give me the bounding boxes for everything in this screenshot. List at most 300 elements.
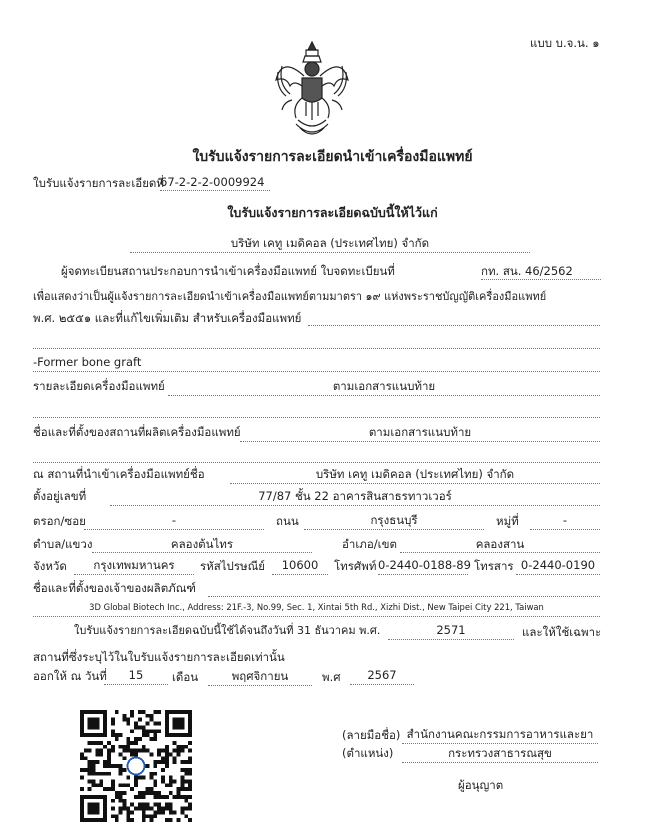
qr-module: [161, 760, 165, 764]
qr-module: [180, 807, 184, 811]
scope-line: สถานที่ซึ่งระบุไว้ในใบรับแจ้งรายการละเอียดเท่านั้น: [33, 650, 285, 664]
qr-module: [88, 780, 92, 784]
qr-module: [95, 733, 99, 737]
qr-module: [184, 780, 188, 784]
qr-module: [157, 791, 161, 795]
qr-module: [115, 710, 119, 714]
product-owner-label: ชื่อและที่ตั้งของเจ้าของผลิตภัณฑ์: [33, 581, 196, 595]
qr-module: [188, 772, 192, 776]
qr-module: [103, 810, 107, 814]
qr-module: [130, 741, 134, 745]
qr-module: [184, 710, 188, 714]
qr-module: [184, 795, 188, 799]
qr-module: [92, 780, 96, 784]
postcode-label: รหัสไปรษณีย์: [200, 559, 266, 573]
qr-module: [80, 807, 84, 811]
qr-module: [88, 818, 92, 822]
qr-module: [188, 710, 192, 714]
qr-module: [88, 764, 92, 768]
qr-module: [122, 803, 126, 807]
qr-module: [111, 783, 115, 787]
qr-module: [177, 795, 181, 799]
qr-module: [95, 803, 99, 807]
qr-module: [165, 745, 169, 749]
phone-value: 0-2440-0188-89: [378, 558, 471, 572]
district-label: อำเภอ/เขต: [342, 537, 397, 551]
qr-module: [119, 795, 123, 799]
qr-module: [84, 710, 88, 714]
qr-module: [150, 729, 154, 733]
qr-center-logo-icon: [128, 758, 145, 775]
qr-module: [88, 722, 92, 726]
qr-module: [142, 818, 146, 822]
qr-module: [92, 710, 96, 714]
qr-module: [130, 710, 134, 714]
qr-module: [184, 807, 188, 811]
district-value: คลองสาน: [475, 537, 525, 551]
qr-module: [88, 749, 92, 753]
qr-module: [146, 787, 150, 791]
road-value: กรุงธนบุรี: [370, 513, 418, 527]
province-value: กรุงเทพมหานคร: [93, 558, 175, 572]
statement-line-2: พ.ศ. ๒๕๕๑ และที่แก้ไขเพิ่มเติม สำหรับเครื่องมือแพทย์: [33, 311, 302, 325]
qr-module: [88, 733, 92, 737]
qr-module: [153, 710, 157, 714]
qr-module: [142, 749, 146, 753]
qr-module: [157, 795, 161, 799]
qr-module: [188, 780, 192, 784]
qr-module: [188, 783, 192, 787]
qr-module: [153, 791, 157, 795]
year-label: พ.ศ: [322, 670, 341, 684]
qr-module: [126, 783, 130, 787]
qr-module: [103, 799, 107, 803]
manufacturer-site-value: ตามเอกสารแนบท้าย: [368, 425, 472, 439]
issued-on-label: ออกให้ ณ วันที่: [33, 669, 107, 683]
qr-module: [88, 810, 92, 814]
qr-module: [165, 725, 169, 729]
qr-module: [126, 745, 130, 749]
qr-module: [142, 803, 146, 807]
qr-module: [153, 764, 157, 768]
qr-module: [88, 795, 92, 799]
qr-module: [92, 718, 96, 722]
qr-module: [161, 768, 165, 772]
qr-module: [134, 783, 138, 787]
qr-module: [107, 741, 111, 745]
qr-module: [169, 818, 173, 822]
qr-module: [126, 776, 130, 780]
qr-module: [165, 722, 169, 726]
qr-module: [165, 807, 169, 811]
qr-module: [153, 772, 157, 776]
manufacturer-site-label: ชื่อและที่ตั้งของสถานที่ผลิตเครื่องมือแพทย์: [33, 425, 241, 439]
qr-module: [92, 768, 96, 772]
qr-module: [103, 764, 107, 768]
qr-module: [177, 733, 181, 737]
qr-module: [84, 768, 88, 772]
qr-module: [161, 756, 165, 760]
qr-module: [130, 787, 134, 791]
signature-label: (ลายมือชื่อ): [342, 728, 401, 742]
qr-module: [88, 768, 92, 772]
qr-module: [177, 718, 181, 722]
qr-module: [88, 741, 92, 745]
qr-module: [138, 718, 142, 722]
qr-module: [180, 745, 184, 749]
import-site-value: บริษัท เคทู เมดิคอล (ประเทศไทย) จำกัด: [315, 467, 515, 481]
qr-module: [111, 787, 115, 791]
qr-module: [130, 810, 134, 814]
qr-module: [119, 764, 123, 768]
statement-line-1: เพื่อแสดงว่าเป็นผู้แจ้งรายการละเอียดนำเข้าเครื่องมือแพทย์ตามมาตรา ๑๙ แห่งพระราชบัญญัติเครื่องมือแพทย์: [33, 290, 547, 303]
phone-label: โทรศัพท์: [334, 559, 377, 573]
qr-module: [157, 810, 161, 814]
qr-module: [92, 760, 96, 764]
qr-module: [150, 752, 154, 756]
qr-module: [122, 749, 126, 753]
qr-module: [92, 733, 96, 737]
qr-module: [111, 807, 115, 811]
qr-module: [80, 729, 84, 733]
qr-module: [188, 818, 192, 822]
qr-module: [169, 783, 173, 787]
qr-module: [165, 733, 169, 737]
qr-module: [103, 710, 107, 714]
issued-day: 15: [128, 668, 144, 682]
qr-module: [103, 718, 107, 722]
position-label: (ตำแหน่ง): [342, 746, 394, 760]
qr-code-icon: [80, 710, 192, 822]
qr-module: [80, 787, 84, 791]
qr-module: [99, 780, 103, 784]
qr-module: [122, 799, 126, 803]
signature-value: สำนักงานคณะกรรมการอาหารและยา: [406, 727, 594, 741]
qr-module: [173, 741, 177, 745]
qr-module: [153, 729, 157, 733]
qr-module: [126, 722, 130, 726]
qr-module: [142, 810, 146, 814]
qr-module: [103, 795, 107, 799]
qr-module: [188, 760, 192, 764]
qr-module: [134, 752, 138, 756]
qr-module: [122, 718, 126, 722]
qr-module: [119, 745, 123, 749]
qr-module: [119, 810, 123, 814]
qr-module: [165, 718, 169, 722]
qr-module: [119, 791, 123, 795]
postcode-value: 10600: [281, 558, 319, 572]
qr-module: [146, 791, 150, 795]
qr-module: [99, 733, 103, 737]
qr-module: [138, 710, 142, 714]
qr-module: [126, 818, 130, 822]
qr-module: [99, 749, 103, 753]
address-no-label: ตั้งอยู่เลขที่: [33, 489, 87, 503]
qr-module: [138, 807, 142, 811]
qr-module: [122, 714, 126, 718]
qr-module: [88, 772, 92, 776]
qr-module: [103, 722, 107, 726]
qr-module: [184, 760, 188, 764]
qr-module: [142, 729, 146, 733]
address-no-value: 77/87 ชั้น 22 อาคารสินสาธรทาวเวอร์: [258, 489, 452, 503]
qr-module: [161, 795, 165, 799]
qr-module: [180, 722, 184, 726]
qr-module: [161, 810, 165, 814]
qr-module: [111, 745, 115, 749]
qr-module: [92, 803, 96, 807]
qr-module: [103, 807, 107, 811]
qr-module: [150, 787, 154, 791]
qr-module: [84, 749, 88, 753]
qr-module: [165, 756, 169, 760]
issued-heading: ใบรับแจ้งรายการละเอียดฉบับนี้ให้ไว้แก่: [227, 205, 438, 220]
position-value: กระทรวงสาธารณสุข: [448, 746, 552, 760]
qr-module: [103, 725, 107, 729]
qr-module: [146, 733, 150, 737]
qr-module: [122, 745, 126, 749]
province-label: จังหวัด: [33, 559, 67, 573]
qr-module: [95, 710, 99, 714]
qr-module: [107, 752, 111, 756]
qr-module: [103, 714, 107, 718]
qr-module: [157, 807, 161, 811]
qr-module: [142, 733, 146, 737]
import-site-label: ณ สถานที่นำเข้าเครื่องมือแพทย์ชื่อ: [33, 467, 205, 481]
qr-module: [80, 722, 84, 726]
qr-module: [165, 749, 169, 753]
qr-module: [130, 714, 134, 718]
qr-module: [188, 795, 192, 799]
qr-module: [88, 710, 92, 714]
qr-module: [134, 722, 138, 726]
qr-module: [169, 710, 173, 714]
qr-module: [134, 807, 138, 811]
qr-module: [134, 776, 138, 780]
qr-module: [180, 768, 184, 772]
qr-module: [107, 787, 111, 791]
qr-module: [184, 733, 188, 737]
qr-module: [157, 710, 161, 714]
qr-module: [153, 780, 157, 784]
qr-module: [138, 791, 142, 795]
qr-module: [115, 795, 119, 799]
soi-value: -: [171, 513, 177, 527]
qr-module: [88, 725, 92, 729]
qr-module: [173, 722, 177, 726]
notification-no: 67-2-2-2-0009924: [160, 175, 265, 189]
qr-module: [146, 803, 150, 807]
qr-module: [177, 818, 181, 822]
qr-module: [142, 807, 146, 811]
qr-module: [188, 741, 192, 745]
license-no: กท. สน. 46/2562: [481, 264, 573, 278]
qr-module: [103, 760, 107, 764]
qr-module: [180, 725, 184, 729]
qr-module: [95, 725, 99, 729]
qr-module: [165, 764, 169, 768]
qr-module: [115, 818, 119, 822]
qr-module: [88, 718, 92, 722]
qr-module: [173, 810, 177, 814]
qr-module: [177, 752, 181, 756]
qr-module: [111, 780, 115, 784]
qr-module: [126, 807, 130, 811]
qr-module: [80, 725, 84, 729]
license-line: ผู้จดทะเบียนสถานประกอบการนำเข้าเครื่องมือแพทย์ ใบจดทะเบียนที่: [61, 264, 395, 278]
qr-module: [165, 729, 169, 733]
qr-module: [188, 803, 192, 807]
qr-module: [92, 795, 96, 799]
qr-module: [142, 745, 146, 749]
qr-module: [165, 710, 169, 714]
qr-module: [142, 725, 146, 729]
qr-module: [188, 756, 192, 760]
qr-module: [80, 814, 84, 818]
company-name: บริษัท เคทู เมดิคอล (ประเทศไทย) จำกัด: [230, 236, 430, 250]
qr-module: [157, 752, 161, 756]
qr-module: [169, 752, 173, 756]
qr-module: [88, 803, 92, 807]
qr-module: [146, 764, 150, 768]
qr-module: [80, 768, 84, 772]
qr-module: [169, 780, 173, 784]
qr-module: [95, 722, 99, 726]
qr-module: [126, 718, 130, 722]
qr-module: [119, 772, 123, 776]
qr-module: [173, 749, 177, 753]
qr-module: [111, 749, 115, 753]
qr-module: [165, 783, 169, 787]
qr-module: [138, 803, 142, 807]
qr-module: [103, 733, 107, 737]
qr-module: [188, 714, 192, 718]
qr-module: [95, 752, 99, 756]
qr-module: [126, 810, 130, 814]
qr-module: [99, 783, 103, 787]
qr-module: [134, 780, 138, 784]
qr-module: [119, 783, 123, 787]
qr-module: [173, 718, 177, 722]
qr-module: [177, 749, 181, 753]
qr-module: [153, 803, 157, 807]
qr-module: [95, 818, 99, 822]
qr-module: [103, 729, 107, 733]
qr-module: [180, 749, 184, 753]
qr-module: [80, 803, 84, 807]
qr-module: [88, 787, 92, 791]
qr-module: [92, 764, 96, 768]
qr-module: [188, 718, 192, 722]
form-code: แบบ บ.จ.น. ๑: [530, 36, 600, 50]
qr-module: [161, 776, 165, 780]
qr-module: [95, 718, 99, 722]
qr-module: [146, 722, 150, 726]
qr-module: [92, 818, 96, 822]
qr-module: [138, 776, 142, 780]
qr-module: [150, 814, 154, 818]
qr-module: [188, 722, 192, 726]
qr-module: [184, 787, 188, 791]
road-label: ถนน: [276, 514, 299, 528]
qr-module: [142, 710, 146, 714]
qr-module: [177, 745, 181, 749]
qr-module: [146, 749, 150, 753]
qr-module: [119, 752, 123, 756]
qr-module: [165, 795, 169, 799]
qr-module: [122, 807, 126, 811]
qr-module: [173, 780, 177, 784]
qr-module: [130, 818, 134, 822]
qr-module: [80, 799, 84, 803]
qr-module: [119, 799, 123, 803]
qr-module: [80, 752, 84, 756]
qr-module: [177, 722, 181, 726]
qr-module: [165, 803, 169, 807]
qr-module: [103, 814, 107, 818]
qr-module: [88, 760, 92, 764]
qr-module: [150, 818, 154, 822]
qr-module: [115, 791, 119, 795]
qr-module: [80, 714, 84, 718]
qr-module: [99, 710, 103, 714]
qr-module: [161, 749, 165, 753]
qr-module: [173, 710, 177, 714]
qr-module: [122, 768, 126, 772]
qr-module: [80, 795, 84, 799]
qr-module: [80, 733, 84, 737]
qr-module: [92, 810, 96, 814]
qr-module: [80, 776, 84, 780]
qr-module: [95, 783, 99, 787]
qr-module: [153, 722, 157, 726]
authority-label: ผู้อนุญาต: [458, 778, 504, 792]
qr-module: [177, 791, 181, 795]
qr-module: [99, 795, 103, 799]
qr-module: [150, 718, 154, 722]
qr-module: [138, 749, 142, 753]
qr-module: [119, 768, 123, 772]
qr-module: [184, 814, 188, 818]
qr-module: [95, 741, 99, 745]
qr-module: [88, 807, 92, 811]
qr-module: [95, 795, 99, 799]
qr-module: [180, 780, 184, 784]
qr-module: [153, 733, 157, 737]
qr-module: [177, 710, 181, 714]
device-detail-value: ตามเอกสารแนบท้าย: [332, 379, 436, 393]
qr-module: [180, 795, 184, 799]
qr-module: [177, 725, 181, 729]
qr-module: [95, 772, 99, 776]
qr-module: [84, 818, 88, 822]
qr-module: [122, 756, 126, 760]
qr-module: [130, 803, 134, 807]
qr-module: [138, 795, 142, 799]
qr-module: [99, 772, 103, 776]
qr-module: [150, 807, 154, 811]
qr-module: [161, 780, 165, 784]
qr-module: [111, 722, 115, 726]
qr-module: [103, 818, 107, 822]
qr-module: [99, 752, 103, 756]
qr-module: [177, 787, 181, 791]
qr-module: [134, 725, 138, 729]
qr-module: [157, 803, 161, 807]
qr-module: [188, 768, 192, 772]
qr-module: [180, 733, 184, 737]
